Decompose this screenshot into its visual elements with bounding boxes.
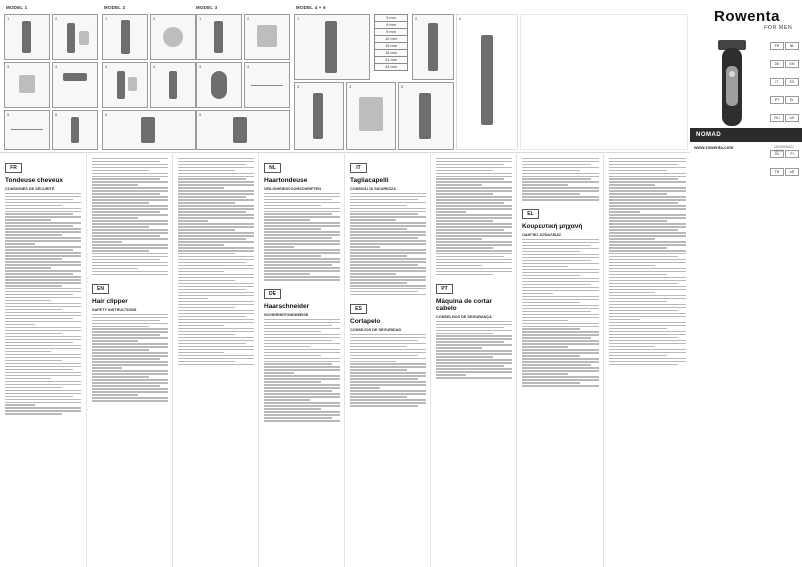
model-3-label: MODEL 3 <box>196 5 218 10</box>
language-code: TR <box>770 168 784 176</box>
clipper-product-image <box>712 38 752 130</box>
figure-tile: 5 <box>398 82 454 150</box>
figure-tile: 6 <box>52 110 98 150</box>
illustration-band <box>0 0 690 153</box>
language-badge: IT <box>350 163 367 173</box>
text-column-5 <box>344 152 431 567</box>
section-title: Haartondeuse <box>264 177 308 184</box>
text-column-6 <box>430 152 517 567</box>
language-code: EN <box>785 60 799 68</box>
section-subtitle: CONSIGNES DE SÉCURITÉ <box>5 187 55 191</box>
length-cell: 3 mm <box>375 15 408 22</box>
language-code: FI <box>785 150 799 158</box>
language-code: RU <box>770 114 784 122</box>
figure-tile <box>520 14 688 150</box>
product-panel <box>690 0 802 567</box>
length-settings-table <box>374 14 408 71</box>
language-code: AR <box>785 168 799 176</box>
model-2-label: MODEL 2 <box>104 5 126 10</box>
language-code: UK <box>785 114 799 122</box>
language-code: NL <box>785 42 799 50</box>
length-cell: 12 mm <box>375 36 408 43</box>
section-subtitle: VEILIGHEIDSVOORSCHRIFTEN <box>264 187 321 191</box>
length-cell: 21 mm <box>375 57 408 64</box>
figure-tile: 2 <box>150 14 196 60</box>
language-badge: FR <box>5 163 22 173</box>
length-cell: 18 mm <box>375 50 408 57</box>
text-column-3 <box>172 152 259 567</box>
brand-tagline: FOR MEN <box>764 25 793 31</box>
figure-tile: 1 <box>294 14 370 80</box>
language-badge: NL <box>264 163 281 173</box>
length-cell: 9 mm <box>375 29 408 36</box>
section-title: Máquina de cortar cabelo <box>436 297 492 312</box>
text-column-7 <box>516 152 604 567</box>
language-badge: ES <box>350 304 367 314</box>
figure-tile: 1 <box>4 14 50 60</box>
figure-tile: 3 <box>102 62 148 108</box>
section-title: Haarschneider <box>264 303 310 311</box>
figure-tile: 4 <box>150 62 196 108</box>
text-column-8 <box>603 152 691 567</box>
language-badge: PT <box>436 284 453 294</box>
length-cell: 15 mm <box>375 43 408 50</box>
language-code: PT <box>770 96 784 104</box>
figure-tile: 3 <box>4 62 50 108</box>
figure-tile: 4 <box>52 62 98 108</box>
figure-tile: 4 <box>244 62 290 108</box>
language-code: ES <box>785 78 799 86</box>
section-subtitle: SAFETY INSTRUCTIONS <box>92 307 137 312</box>
language-code: DE <box>770 60 784 68</box>
figure-tile: 2 <box>52 14 98 60</box>
section-subtitle: CONSEJOS DE SEGURIDAD <box>350 328 402 333</box>
section-title: Κουρευτική μηχανή <box>522 223 583 231</box>
section-title: Tondeuse cheveux <box>5 177 64 184</box>
language-badge: EN <box>92 284 109 294</box>
figure-tile: 3 <box>196 62 242 108</box>
language-code: EL <box>785 96 799 104</box>
website-url: www.rowenta.com <box>694 145 734 150</box>
language-code: SV <box>770 150 784 158</box>
figure-tile: 5 <box>196 110 290 150</box>
model-4-5-label: MODEL 4 + 5 <box>296 5 326 10</box>
figure-tile: 2 <box>412 14 454 80</box>
length-cell: 24 mm <box>375 64 408 71</box>
figure-tile: 2 <box>244 14 290 60</box>
figure-tile: 4 <box>346 82 396 150</box>
section-subtitle: SICHERHEITSHINWEISE <box>264 313 309 318</box>
model-1-label: MODEL 1 <box>6 5 28 10</box>
language-badge: EL <box>522 209 539 219</box>
text-column-2 <box>86 152 173 567</box>
figure-tile: 3 <box>294 82 344 150</box>
text-column-1 <box>0 152 86 567</box>
length-cell: 6 mm <box>375 22 408 29</box>
section-subtitle: CONSIGLI DI SICUREZZA <box>350 187 396 191</box>
figure-tile: 1 <box>196 14 242 60</box>
language-code: FR <box>770 42 784 50</box>
document-reference: 1820009421 · 16/13 <box>774 145 797 153</box>
section-subtitle: CONSELHOS DE SEGURANÇA <box>436 314 492 319</box>
figure-tile: 5 <box>4 110 50 150</box>
figure-tile: 1 <box>102 14 148 60</box>
section-subtitle: ΟΔΗΓΙΕΣ ΑΣΦΑΛΕΙΑΣ <box>522 233 562 238</box>
text-column-4 <box>258 152 345 567</box>
brand-logo: Rowenta <box>714 8 781 25</box>
language-code: IT <box>770 78 784 86</box>
language-badge: DE <box>264 289 281 299</box>
product-name-bar: NOMAD <box>690 128 802 142</box>
figure-tile: 6 <box>456 14 518 150</box>
section-title: Hair clipper <box>92 297 128 305</box>
section-title: Tagliacapelli <box>350 177 389 184</box>
language-code-grid <box>770 34 800 178</box>
section-title: Cortapelo <box>350 318 381 326</box>
figure-tile: 5 <box>102 110 196 150</box>
